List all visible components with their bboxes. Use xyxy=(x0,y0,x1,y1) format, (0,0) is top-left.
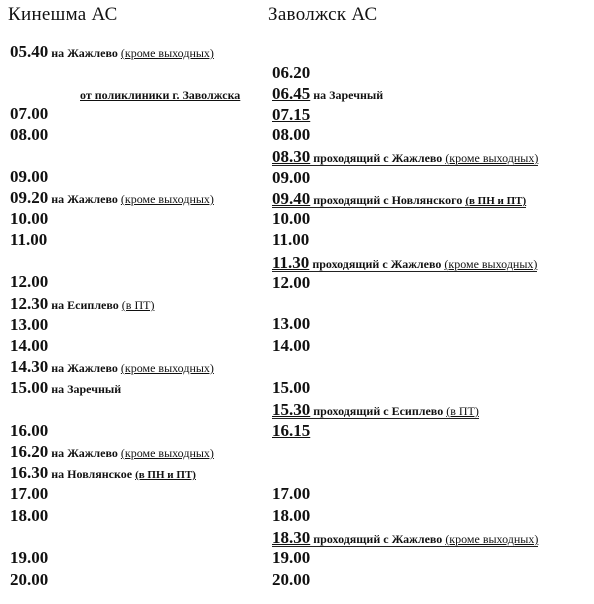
day-restriction-note: (кроме выходных) xyxy=(120,361,214,375)
departure-time: 19.00 xyxy=(272,548,311,567)
departure-time: 16.00 xyxy=(10,421,49,440)
departure-time: 08.00 xyxy=(272,125,311,144)
left-schedule-row xyxy=(10,336,48,356)
left-schedule-row xyxy=(10,188,214,209)
header-kineshma: Кинешма АС xyxy=(8,4,118,25)
right-schedule-row xyxy=(272,230,309,250)
left-schedule-row xyxy=(10,209,48,229)
departure-time: 14.00 xyxy=(272,336,311,355)
row-underline xyxy=(272,546,538,547)
route-direction: на Есиплево xyxy=(48,298,122,312)
left-schedule-row xyxy=(10,167,48,187)
departure-time: 06.45 xyxy=(272,84,311,103)
right-schedule-row xyxy=(272,484,310,504)
day-restriction-note: (кроме выходных) xyxy=(120,46,214,60)
departure-time: 16.30 xyxy=(10,463,49,482)
left-schedule-row xyxy=(10,230,47,250)
departure-time: 11.30 xyxy=(272,253,310,272)
departure-time: 12.00 xyxy=(272,273,311,292)
departure-time: 12.30 xyxy=(10,294,49,313)
departure-time: 16.15 xyxy=(272,421,311,440)
departure-time: 09.40 xyxy=(272,189,311,208)
route-direction: на Новлянское xyxy=(48,467,136,481)
right-schedule-row xyxy=(272,570,310,590)
row-underline xyxy=(272,418,479,419)
day-restriction-note: (кроме выходных) xyxy=(120,446,214,460)
departure-time: 19.00 xyxy=(10,548,49,567)
departure-time: 16.20 xyxy=(10,442,49,461)
departure-time: 09.20 xyxy=(10,188,49,207)
departure-time: 15.30 xyxy=(272,400,311,419)
route-direction: проходящий с Новлянского xyxy=(310,193,466,207)
departure-time: 15.00 xyxy=(272,378,311,397)
right-schedule-row xyxy=(272,105,310,125)
route-direction: на Жажлево xyxy=(48,446,121,460)
right-schedule-row xyxy=(272,378,310,398)
left-schedule-row xyxy=(10,463,196,485)
route-direction: на Жажлево xyxy=(48,192,121,206)
departure-time: 08.30 xyxy=(272,147,311,166)
departure-time: 15.00 xyxy=(10,378,49,397)
route-direction: на Жажлево xyxy=(48,361,121,375)
departure-time: 13.00 xyxy=(272,314,311,333)
right-schedule-row xyxy=(272,314,310,334)
left-schedule-row xyxy=(10,548,48,568)
departure-time: 08.00 xyxy=(10,125,49,144)
left-schedule-row xyxy=(10,294,154,315)
day-restriction-note: (кроме выходных) xyxy=(120,192,214,206)
left-schedule-row xyxy=(10,42,214,63)
left-schedule-row xyxy=(10,104,48,124)
route-direction: на Жажлево xyxy=(48,46,121,60)
departure-time: 17.00 xyxy=(272,484,311,503)
day-restriction-note: (в ПТ) xyxy=(446,404,479,418)
route-direction: проходящий с Есиплево xyxy=(310,404,447,418)
left-schedule-row xyxy=(10,125,48,145)
left-schedule-row xyxy=(10,378,121,399)
day-restriction-note: (кроме выходных) xyxy=(445,532,539,546)
route-direction: проходящий с Жажлево xyxy=(310,151,446,165)
header-zavolzhsk: Заволжск АС xyxy=(268,4,378,25)
departure-time: 20.00 xyxy=(10,570,49,589)
departure-time: 13.00 xyxy=(10,315,49,334)
left-schedule-row xyxy=(10,315,48,335)
right-schedule-row xyxy=(272,63,310,83)
right-schedule-row xyxy=(272,209,310,229)
departure-time: 18.00 xyxy=(272,506,311,525)
right-schedule-row xyxy=(272,421,310,441)
day-restriction-note: (кроме выходных) xyxy=(445,151,539,165)
departure-time: 09.00 xyxy=(10,167,49,186)
departure-time: 10.00 xyxy=(272,209,311,228)
departure-time: 11.00 xyxy=(10,230,48,249)
right-schedule-row xyxy=(272,84,383,105)
departure-time: 18.00 xyxy=(10,506,49,525)
route-direction: проходящий с Жажлево xyxy=(309,257,445,271)
left-schedule-row xyxy=(10,570,48,590)
day-restriction-note: (кроме выходных) xyxy=(444,257,538,271)
day-restriction-note: (в ПН и ПТ) xyxy=(135,469,196,481)
departure-time: 18.30 xyxy=(272,528,311,547)
departure-time: 14.30 xyxy=(10,357,49,376)
right-schedule-row xyxy=(272,336,310,356)
policlinic-note: от поликлиники г. Заволжска xyxy=(80,88,241,102)
left-schedule-row xyxy=(10,421,48,441)
departure-time: 09.00 xyxy=(272,168,311,187)
departure-time: 14.00 xyxy=(10,336,49,355)
left-schedule-row xyxy=(10,272,48,292)
departure-time: 11.00 xyxy=(272,230,310,249)
departure-time: 17.00 xyxy=(10,484,49,503)
left-schedule-row xyxy=(10,506,48,526)
departure-time: 20.00 xyxy=(272,570,311,589)
route-direction: проходящий с Жажлево xyxy=(310,532,446,546)
left-schedule-row xyxy=(10,442,214,463)
row-underline xyxy=(272,165,538,166)
day-restriction-note: (в ПТ) xyxy=(121,298,155,312)
row-underline xyxy=(272,207,526,208)
right-schedule-row xyxy=(272,168,310,188)
right-schedule-row xyxy=(272,125,310,145)
departure-time: 12.00 xyxy=(10,272,49,291)
departure-time: 05.40 xyxy=(10,42,49,61)
left-schedule-row xyxy=(10,357,214,378)
departure-time: 07.00 xyxy=(10,104,49,123)
departure-time: 07.15 xyxy=(272,105,311,124)
departure-time: 06.20 xyxy=(272,63,311,82)
departure-time: 10.00 xyxy=(10,209,49,228)
left-schedule-row xyxy=(10,484,48,504)
route-direction: на Заречный xyxy=(310,88,384,102)
route-direction: на Заречный xyxy=(48,382,122,396)
row-underline xyxy=(272,271,537,272)
right-schedule-row xyxy=(272,506,310,526)
right-schedule-row xyxy=(272,548,310,568)
right-schedule-row xyxy=(272,273,310,293)
day-restriction-note: (в ПН и ПТ) xyxy=(465,195,527,207)
